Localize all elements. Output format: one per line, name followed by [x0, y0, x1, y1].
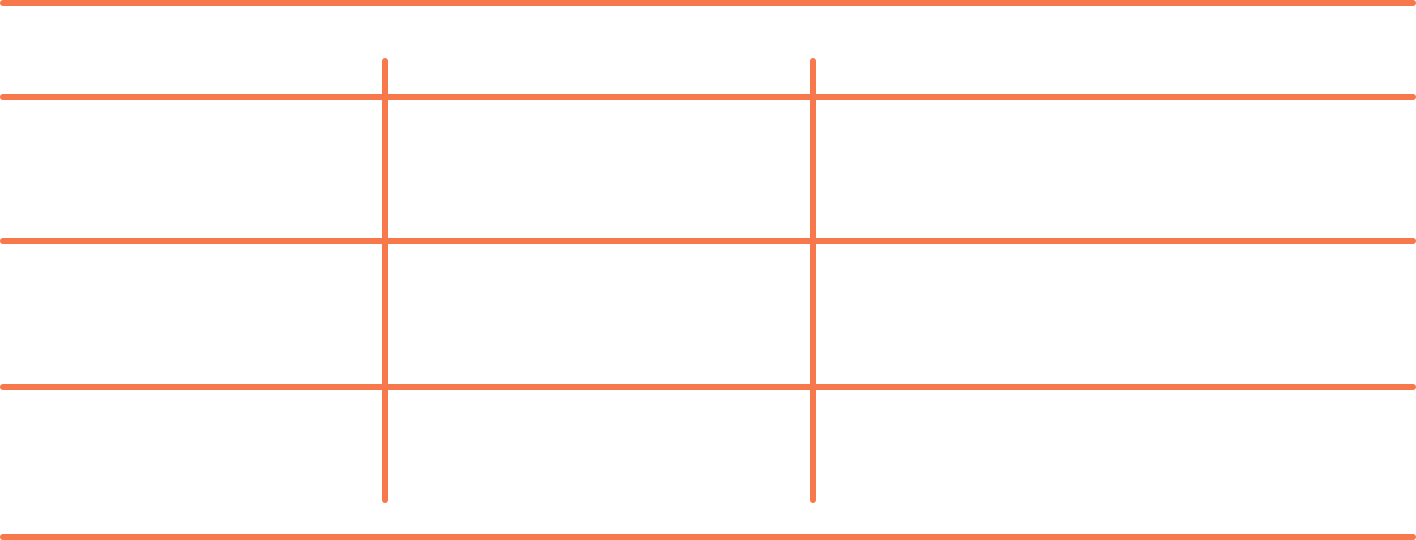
vertical-lines [385, 61, 813, 500]
horizontal-lines [3, 3, 1413, 537]
